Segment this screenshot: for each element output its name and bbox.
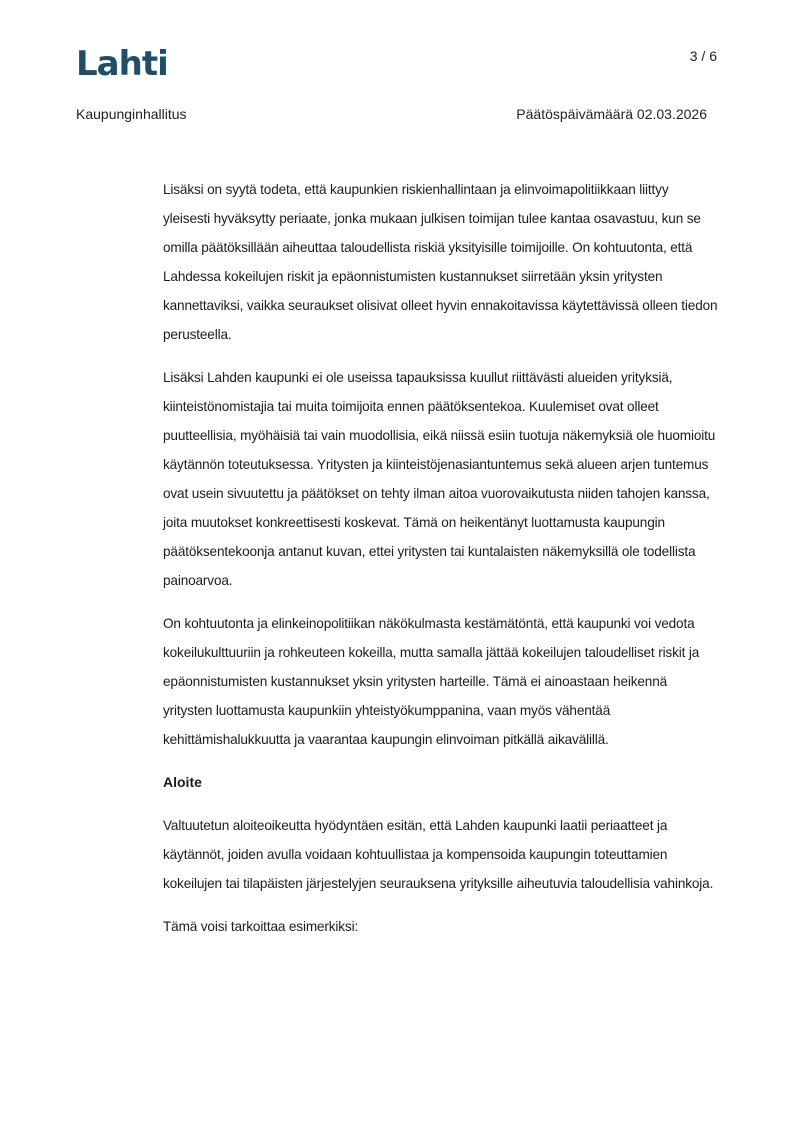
decision-date: Päätöspäivämäärä 02.03.2026 (516, 106, 707, 122)
organization-name: Kaupunginhallitus (76, 106, 187, 122)
paragraph-experiment-culture: On kohtuutonta ja elinkeinopolitiikan näkökulmasta kestämätöntä, että kaupunki voi vedota kokeilukulttuuriin ja rohkeuteen kokeilla, mutta samalla jättää kokeilujen taloudelliset riskit ja epäonnistumisten kustannukset yksin yritysten harteille. Tämä ei ainoastaan heikennä yritysten luottamusta kaupunkiin yhteistyökumppanina, vaan myös vähentää kehittämishalukkuutta ja vaarantaa kaupungin elinvoiman pitkällä aikavälillä. (163, 616, 700, 747)
section-heading-aloite: Aloite (163, 774, 202, 790)
paragraph-examples-intro: Tämä voisi tarkoittaa esimerkiksi: (163, 919, 359, 934)
lahti-logo: Lahti (76, 44, 168, 84)
paragraph-initiative: Valtuutetun aloiteoikeutta hyödyntäen esitän, että Lahden kaupunki laatii periaatteet ja käytännöt, joiden avulla voidaan kohtuullistaa ja kompensoida kaupungin toteuttamien kokeilujen tai tilapäisten järjestelyjen seurauksena yrityksille aiheutuvia taloudellisia vahinkoja. (163, 818, 714, 891)
paragraph-consultation: Lisäksi Lahden kaupunki ei ole useissa tapauksissa kuullut riittävästi alueiden yrityksiä, kiinteistönomistajia tai muita toimijoita ennen päätöksentekoa. Kuulemiset ovat olleet puutteellisia, myöhäisiä tai vain muodollisia, eikä niissä esiin tuotuja näkemyksiä ole huomioitu käytännön toteutuksessa. Yritysten ja kiinteistöjenasiantuntemus sekä alueen arjen tuntemus ovat usein sivuutettu ja päätökset on tehty ilman aitoa vuorovaikutusta niiden tahojen kanssa, joita muutokset konkreettisesti koskevat. Tämä on heikentänyt luottamusta kaupungin päätöksentekoonja antanut kuvan, ettei yritysten tai kuntalaisten näkemyksillä ole todellista painoarvoa. (163, 370, 716, 588)
paragraph-risk-management: Lisäksi on syytä todeta, että kaupunkien riskienhallintaan ja elinvoimapolitiikkaan liittyy yleisesti hyväksytty periaate, jonka mukaan julkisen toimijan tulee kantaa osavastuu, kun se omilla päätöksillään aiheuttaa taloudellista riskiä yksityisille toimijoille. On kohtuutonta, että Lahdessa kokeilujen riskit ja epäonnistumisten kustannukset siirretään yksin yritysten kannettaviksi, vaikka seuraukset olisivat olleet hyvin ennakoitavissa käytettävissä olleen tiedon perusteella. (163, 182, 718, 342)
document-body (163, 175, 719, 955)
page-number: 3 / 6 (689, 48, 717, 64)
